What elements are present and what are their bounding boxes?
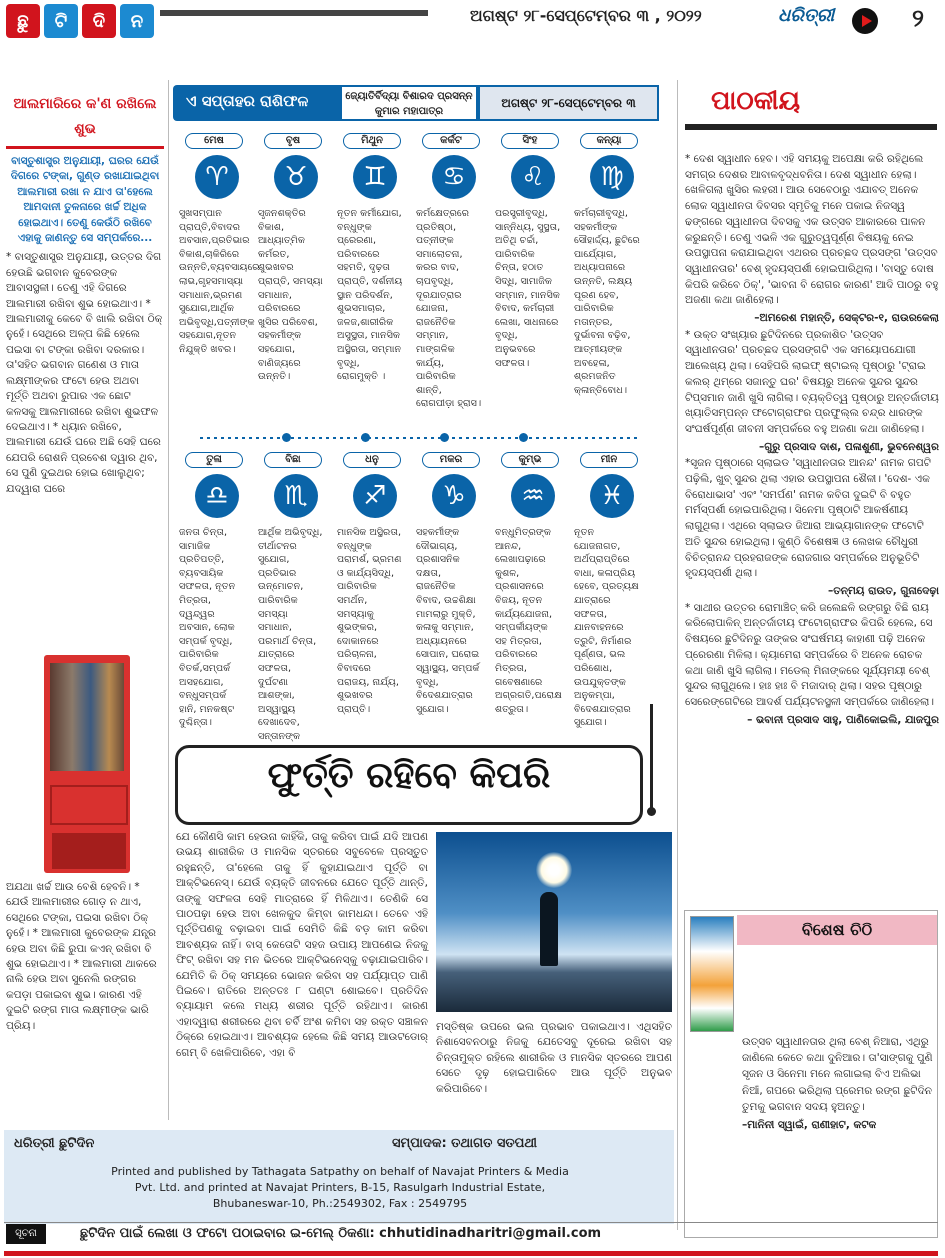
- notice-text: ଛୁଟିଦିନ ପାଇଁ ଲେଖା ଓ ଫଟୋ ପଠାଇବାର ଇ-ମେଲ୍ ଠିକଣା: chhutidinadharitri@gmail.com: [80, 1226, 602, 1241]
- aquarius-icon: ♒: [511, 474, 555, 518]
- play-icon: [852, 8, 878, 34]
- footer-paper-name: ଧରିତ୍ରୀ ଛୁଟିଦିନ: [14, 1136, 95, 1151]
- footer-imprint: Printed and published by Tathagata Satpathy on behalf of Navajat Printers & Media Pvt. Ltd. and printed at Navajat Printers, B-15, Rasulgarh Industrial Estate, Bhubaneswar-10, Ph.:2549302, Fax : 2549795: [111, 1165, 569, 1210]
- sign-name: ତୁଳା: [185, 452, 243, 468]
- pisces-icon: ♓: [590, 474, 634, 518]
- sign-name: ବିଛା: [264, 452, 322, 468]
- brand-logo: ଧରିତ୍ରୀ: [778, 5, 835, 26]
- cancer-icon: ♋: [432, 155, 476, 199]
- sign-tula: [177, 452, 247, 742]
- column-divider: [168, 80, 169, 1120]
- virgo-icon: ♍: [590, 155, 634, 199]
- capricorn-icon: ♑: [432, 474, 476, 518]
- sagittarius-icon: ♐: [353, 474, 397, 518]
- column-divider: [677, 80, 678, 1230]
- leo-icon: ♌: [511, 155, 555, 199]
- paathakiya-title: ପାଠକୀୟ: [711, 86, 801, 116]
- divider-dot: [282, 433, 291, 442]
- letters-column: [685, 152, 939, 902]
- special-letter-poem: ଉତ୍ସବ ସ୍ୱାଧୀନତାର ଥିଲା ବେଶ୍ ନିଆରା, ଏଥିରୁ ଜାଣିଲେ କେତେ କଥା ଦୁନିଆର। ତା'ସାଙ୍ଗକୁ ପୁଣି ସୃଜନ ଓ ସିନେମା ମନେ ଲଗାଇଲା ବିଏ ଅଲିଭା ନିଆଁ, ଗପରେ ଭରିଥିଲା ପ୍ରେମର ରଙ୍ଗ ଛୁଟିଦିନ ତୁମକୁ ଭଗବାନ ସଦୟ ହୁଅନ୍ତୁ।: [742, 1036, 933, 1113]
- letter-sign: –ଗୁରୁ ପ୍ରସାଦ ଦାଶ, ପଳାଶୁଣୀ, ଭୁବନେଶ୍ୱର: [758, 440, 939, 453]
- feature-column-1: ଯେ କୌଣସି କାମ ହେଉନା କାହିଁକି, ତାକୁ କରିବା ପାଇଁ ଯଦି ଆପଣ ଉଭୟ ଶାରୀରିକ ଓ ମାନସିକ ସ୍ତରରେ ସବୁବେଳେ ପ୍ରସ୍ତୁତ ରହୁଛନ୍ତି, ତା'ହେଲେ ତାକୁ ହିଁ କୁହାଯାଇଥାଏ ପୂର୍ତ୍ତି ବା ଆକ୍ଟିଭନେସ୍। ଯେଉଁ ବ୍ୟକ୍ତି ଜୀବନରେ ଯେତେ ପୂର୍ତ୍ତି ଥାନ୍ତି, ତାଙ୍କୁ ସଫଳତା ସେହି ମାତ୍ରାରେ ହିଁ ମିଳିଥାଏ। ତେଣିକି ସେ ପାଠପଢ଼ା ହେଉ ଅବା ଖେଳକୁଦ କିମ୍ବା କାମଧନ୍ଦା। ତେବେ ଏହି ପୂର୍ତ୍ତିପଣକୁ ବଢ଼ାଇବା ପାଇଁ ସେମିତି କିଛି ବଡ଼ କାମ କରିବା ଆବଶ୍ୟକ ନାହିଁ। ବାସ୍ କେତୋଟି ସହଜ ଉପାୟ ଆପଣେଇ ନିଜକୁ ଫିଟ୍ ରଖିବା ସହ ମନ ଭିତରେ ଆକ୍ଟିଭନେସ୍‌କୁ ବଢ଼ାଯାଇପାରିବ। ଯେମିତି କି ଠିକ୍ ସମୟରେ ଭୋଜନ କରିବା ସହ ପର୍ଯ୍ୟାପ୍ତ ପାଣି ପିଇବେ। ରାତିରେ ଅନ୍ତତଃ ୮ ଘଣ୍ଟା ଶୋଇବେ। ପ୍ରତିଦିନ ବ୍ୟାୟାମ କଲେ ମଧ୍ୟ ଶରୀର ପୂର୍ତ୍ତି ରହିଥାଏ। କାରଣ ଏହାଦ୍ୱାରା ଶରୀରରେ ଥିବା ଚର୍ବି ଅଂଶ କମିବା ସହ ରକ୍ତ ସଞ୍ଚାଳନ ଠିକ୍‌ରେ ହୋଇଥାଏ। ଆବଶ୍ୟକ ହେଲେ କିଛି ସମୟ ଆଉଟଡୋର୍ ଗେମ୍ ବି ଖେଳିପାରିବେ, ଏହା ବି: [176, 831, 428, 1059]
- feature-column-2: ମସ୍ତିଷ୍କ ଉପରେ ଭଲ ପ୍ରଭାବ ପକାଇଥାଏ। ଏଥିସହିତ ନିଶାସେବନଠାରୁ ନିଜକୁ ଯେତେସବୁ ଦୂରେଇ ରଖିବା ସହ ଚିନ୍ତାମୁକ୍ତ ରହିଲେ ଶାରୀରିକ ଓ ମାନସିକ ସ୍ତରରେ ଆପଣ ସେତେ ଦୃଢ଼ ହୋଇପାରିବେ ଆଉ ପୂର୍ତ୍ତି ଅନୁଭବ କରିପାରିବେ।: [436, 1021, 672, 1095]
- wardrobe-image: [44, 655, 130, 873]
- sign-text: ବନ୍ଧୁମିତ୍ରଙ୍କ ଆନନ୍ଦ, ଲେଖାପଢ଼ାରେ କୁଶଳ, ପ୍ରଶାସନରେ ବିଜୟ, ନୂତନ କାର୍ଯ୍ୟଯୋଜନା, ସମ୍ପର୍କୀୟଙ୍କ ସହ ମିତ୍ରତା, ପରିବାରରେ ମିତ୍ରତା, ଗବେଷଣାରେ ଅଗ୍ରଗତି,ପରୋକ୍ଷ ଶତ୍ରୁତା।: [495, 527, 562, 715]
- letter-sign: –ତନ୍ମୟ ରାଉତ, ଗୁନାଦେଢ଼ା: [827, 584, 939, 597]
- sign-name: ମେଷ: [185, 133, 243, 149]
- sign-name: ମକର: [422, 452, 480, 468]
- left-heading: ଆଲମାରିରେ କ'ଣ ରଖିଲେ ଶୁଭ: [6, 92, 164, 145]
- aries-icon: ♈: [195, 155, 239, 199]
- masthead-rule: [160, 10, 428, 16]
- sign-text: ସହକର୍ମୀଙ୍କ ଦୌଭାଗ୍ୟ, ପ୍ରଶାସନିକ ଦକ୍ଷତା, ରାଜନୈତିକ ବିବାଦ, ଉଚ୍ଚଶିକ୍ଷା ମାମଲାରୁ ମୁକ୍ତି, କଳାକୁ ସମ୍ମାନ, ଅଧ୍ୟାୟନରେ ସୋପାନ, ଘରୋଇ ସ୍ୱାସ୍ଥ୍ୟ, ସମ୍ପର୍କ ବୃଦ୍ଧି, ବିଦେଶଯାତ୍ରାର ସୁଯୋଗ।: [416, 527, 480, 715]
- sign-kanya: [572, 133, 642, 396]
- divider-dot: [519, 433, 528, 442]
- libra-icon: ♎: [195, 474, 239, 518]
- sign-name: କନ୍ୟା: [580, 133, 638, 149]
- sign-text: ନୂତନ କର୍ମୀଯୋଗ, ବନ୍ଧୁଙ୍କ ପ୍ରେରଣା, ପରିବାରରେ ସହମତି, ଦୃଢ଼ତା ପ୍ରାପ୍ତି, ଦର୍ଶନୀୟ ସ୍ଥାନ ପରିଦର୍ଶନ, ଶୁଭସମାଚାର, ଜଳଜ,ଶାରୀରିକ ଅସୁସ୍ଥତା, ମାନସିକ ଅସ୍ଥିରତା, ସମ୍ମାନ ବୃଦ୍ଧି, ରୋଗମୁକ୍ତି ।: [337, 208, 403, 383]
- scorpio-icon: ♏: [274, 474, 318, 518]
- sign-name: ସିଂହ: [501, 133, 559, 149]
- sign-name: କର୍କଟ: [422, 133, 480, 149]
- sign-bichha: [256, 452, 326, 742]
- letter-text: *ସୃଜନ ପୃଷ୍ଠାରେ ସ୍ଲାଇଡ 'ସ୍ୱାଧୀନତାର ଆନନ୍ଦ' ନାମକ ଗପଟି ପଢ଼ିଲି, ଖୁବ୍ ସୁନ୍ଦର ଥିଲା ଏହାର ଉପସ୍ଥାପନା ଶୈଳୀ। 'ଦେଶ- ଏକ ବିରୋଧାଭାସ' ଏବଂ 'ସମର୍ପଣ' ନାମକ କବିତା ଦୁଇଟି ବି ବହୁତ ମର୍ମସ୍ପର୍ଶୀ ହୋଇପାରିଥିଲା। ସିନେମା ପୃଷ୍ଠାଟି ଆକର୍ଷଣୀୟ ଲାଗୁଥିଲା। ଏଥିରେ ସ୍ଲାଇଡ ଜିଆରା ଆଭ୍ୟାଗାନଙ୍କ ଫଟୋଟି ଅତି ସୁନ୍ଦର ହୋଇଥିଲା। କୁଣ୍ଠି ବିଶେଷଜ୍ଞ ଓ ଲେଖକ ଚୌଧୁରୀ ବିଚିତ୍ରାନନ୍ଦ ପ୍ରହରାଜଙ୍କ ରୋଜଗାର ସମ୍ପର୍କରେ ଅନୁଭୂତିଟି ହୃଦୟସ୍ପର୍ଶୀ ଥିଲା।: [685, 457, 931, 580]
- title-char: ଛୁ: [6, 4, 40, 38]
- rashifala-title: ଏ ସପ୍ତାହର ରାଶିଫଳ: [186, 92, 309, 110]
- sign-dhanu: [335, 452, 405, 742]
- sign-kumbha: [493, 452, 563, 742]
- sign-text: ମାନସିକ ଅସ୍ଥିରତା, ବନ୍ଧୁଙ୍କ ପରାମର୍ଶ, ଭ୍ରମଣ ଓ କାର୍ଯ୍ୟସିଦ୍ଧି, ପାରିବାରିକ ସମର୍ଥନ, ସମସ୍ୟାକୁ ଶୁଭଙ୍କର, ଦୋକାନରେ ପରିଚାଳନା, ବିବାଦରେ ପରାଜୟ, ନାର୍ଯ୍ୟ, ଶୁଭଖବର ପ୍ରାପ୍ତି।: [337, 527, 402, 715]
- special-letter-text: [742, 1034, 934, 1133]
- letter-sign: –ଅମରେଶ ମହାନ୍ତି, ସେକ୍ଟର-୧, ରାଉରକେଲା: [754, 312, 939, 325]
- left-intro: ବାସ୍ତୁଶାସ୍ତ୍ର ଅନୁଯାୟୀ, ଘରର ଯେଉଁ ଦିଗରେ ଟଙ୍କା, ଗୁଣ୍ଡ ରଖାଯାଇଥିବା ଆଲମାରୀ ରଖା ନ ଯାଏ ତା'ହେଲେ ଆମଦାନୀ ତୁଳନାରେ ଖର୍ଚ୍ଚ ଅଧିକ ହୋଇଥାଏ। ତେଣୁ କେଉଁଠି ରଖିବେ ଏହାକୁ ଜାଣନ୍ତୁ ସେ ସମ୍ପର୍କରେ...: [10, 155, 160, 245]
- paathakiya-rule: [685, 124, 937, 130]
- feature-title: ଫୁର୍ତ୍ତି ରହିବେ କିପରି: [267, 755, 551, 796]
- sign-text: ନୂତନ ଯୋଜନାଗତ, ଅର୍ଥପ୍ରାପ୍ତିରେ ବାଧା, କଳାପ୍ରିୟ ହେବେ, ପ୍ରତ୍ୟକ୍ଷ ଯାତ୍ରାରେ ସଫଳତା, ଯାନବାହନରେ ତ୍ରୁଟି, ନିର୍ମାଣର ପୂର୍ଣ୍ଣତା, ଭଲ ପରିଶୋଧ, ଉପଯୁକ୍ତଙ୍କ ଅନୁକମ୍ପା, ବିଦେଶଯାତ୍ରାର ସୁଯୋଗ।: [574, 527, 639, 729]
- masthead-title: [6, 4, 154, 38]
- sign-divider: [200, 437, 640, 439]
- sign-text: ଜନତା ଚିନ୍ତା, ସାମାଜିକ ପ୍ରତିପତ୍ତି, ବ୍ୟବସାୟିକ ସଫଳତା, ନୂତନ ମିତ୍ରତା, ଦ୍ୱନ୍ଦ୍ୱର ଅବସାନ, ଲୋକ ସମ୍ପର୍କ ବୃଦ୍ଧି, ପାରିବାରିକ ବିତର୍କ,ସମ୍ପର୍କ ଅସହଯୋଗ, ବନ୍ଧୁସମ୍ପର୍କ ହାନି, ମନକଷ୍ଟ ଦୁଶ୍ଚିନ୍ତା।: [179, 527, 236, 729]
- sign-mesha: [177, 133, 260, 389]
- sign-brusha: [256, 133, 326, 389]
- sign-simha: [493, 133, 563, 389]
- left-article: [6, 154, 164, 654]
- sign-text: ସୁଖସମ୍ପାନ ପ୍ରାପ୍ତି,ବିବାଦର ଅବସାନ,ପ୍ରତିଭାର ବିକାଶ,ଚାକିରିରେ ଉନ୍ନତି,ବ୍ୟବସାୟରେ ଲାଭ,ଗୃହସମାସ୍ୟା ସମାଧାନ,ଭ୍ରମଣ ସୁଯୋଗ,ଆର୍ଥିକ ଅଭିବୃଦ୍ଧି,ପତ୍ନୀଙ୍କ ସହଯୋଗ,ନୂତନ ନିଯୁକ୍ତି ଖବର।: [179, 208, 260, 355]
- rashifala-date: ଅଗଷ୍ଟ ୨୮-ସେପ୍ଟେମ୍ବର ୩: [478, 85, 659, 121]
- sign-name: ମୀନ: [580, 452, 638, 468]
- letter-text: * ଦେଶ ସ୍ୱାଧୀନ ହେବ। ଏହି ସମୟକୁ ଅପେକ୍ଷା କରି ରହିଥିଲେ ସମଗ୍ର ଦେଶର ଆବାଳବୃଦ୍ଧବନିତା। ଦେଶ ସ୍ୱାଧୀନ ହେଲା। ଖେଳିଗଲା ଖୁସିର ଲହରୀ। ଆଉ ସେବେଠାରୁ ଏଯାବତ୍ ଅନେକ ଲୋକ ସ୍ୱାଧୀନତା ଦିବସର ସ୍ମୃତିକୁ ମନେ ପକାଇ ନିଜସ୍ୱ ଢଙ୍ଗରେ ସ୍ୱାଧୀନତା ଦିବସକୁ ଏକ ଉତ୍ସବ ଆକାରରେ ପାଳନ କରୁଛନ୍ତି। ତେଣୁ ଏଭଳି ଏକ ଗୁରୁତ୍ୱପୂର୍ଣ୍ଣ ବିଷୟକୁ ନେଇ ଉପସ୍ଥାପନା କରାଯାଇଥିବା ଏଥରର ପ୍ରଚ୍ଛଦ ପ୍ରସଙ୍ଗ 'ଉତ୍ସବ ସ୍ୱାଧୀନତାର' ବେଶ୍ ହୃଦୟସ୍ପର୍ଶୀ ହୋଇପାରିଥିଲା। 'ବାସ୍ତୁ ଦୋଷ କିପରି କରିବେ ଠିକ୍', 'ଭାବନା ବି ରୋଗର କାରଣ' ଆଦି ପାଠରୁ ବହୁ ଅଜଣା କଥା ଜାଣିହେଲା।: [685, 153, 939, 307]
- letter-text: * ଉକ୍ତ ସଂଖ୍ୟାର ଛୁଟିଦିନରେ ପ୍ରକାଶିତ 'ଉତ୍ସବ ସ୍ୱାଧୀନତାର' ପ୍ରଚ୍ଛଦ ପ୍ରସଙ୍ଗଟି ଏକ ସମୟୋପଯୋଗୀ ଆଲେଖ୍ୟ ଥିଲା। ସେହିପରି ଲାଇଫ୍ ଷ୍ଟାଇଲ୍ ପୃଷ୍ଠାରୁ 'ଟ୍ରାଇ କଲର୍ ଥିମ୍‌ରେ ସଜାନ୍ତୁ ଘର' ବିଷୟରୁ ଅନେକ ସୁନ୍ଦର ସୁନ୍ଦର ଟିପ୍ସମାନ ଜାଣି ଖୁସି ଲାଗିଲା। ବ୍ୟକ୍ତିତ୍ୱ ପୃଷ୍ଠାରୁ ଅନ୍ତର୍ଜାତୀୟ ଖ୍ୟାତିସମ୍ପନ୍ନ ଫଟୋଗ୍ରାଫର ପ୍ରଫୁଲ୍ଲ ଚନ୍ଦ୍ର ଧାରଙ୍କ ସଂଘର୍ଷପୂର୍ଣ୍ଣ ଜୀବନୀ ସମ୍ପର୍କରେ ବହୁ ଅଜଣା କଥା ଜାଣିହେଲା।: [685, 328, 939, 435]
- sign-text: ଆର୍ଥିକ ଅଭିବୃଦ୍ଧି, ତୀର୍ଥାଟନର ସୁଯୋଗ, ପ୍ରତିଭାର ଉନ୍ମୋଚନ, ପାରିବାରିକ ସମସ୍ୟା ସମାଧାନ, ପରମାର୍ଥ ଚିନ୍ତା, ଯାତ୍ରାରେ ସଫଳତା, ଦୁର୍ଘଟଣା ଆଶଙ୍କା, ଅସ୍ୱାସ୍ଥ୍ୟ ଦେଖାଦେବ, ସନ୍ତାନଙ୍କ: [258, 527, 323, 742]
- special-letter-title: ବିଶେଷ ଚିଠି: [737, 915, 937, 945]
- title-char: ଟି: [44, 4, 78, 38]
- gemini-icon: ♊: [353, 155, 397, 199]
- divider-dot: [440, 433, 449, 442]
- hanger-line: [650, 704, 653, 814]
- footer-editor: ସମ୍ପାଦକ: ତଥାଗତ ସତପଥୀ: [392, 1136, 537, 1151]
- sign-makara: [414, 452, 484, 742]
- letter-sign: – ଭବାନୀ ପ୍ରସାଦ ସାହୁ, ପାଣିକୋଇଲି, ଯାଜପୁର: [747, 713, 939, 726]
- sign-name: ଧନୁ: [343, 452, 401, 468]
- sign-text: କର୍ମକ୍ଷେତ୍ରରେ ପ୍ରତିଷ୍ଠା, ପତ୍ନୀଙ୍କ ସମାଲୋଚନା, କରର ବାଦ, ଚାପବୃଦ୍ଧି, ଦୂରଯାତ୍ରାର ଯୋଜନା, ରାଜନୈତିକ ସମ୍ମାନ, ମାଙ୍ଗଳିକ କାର୍ଯ୍ୟ, ପାରିବାରିକ ଶାନ୍ତି, ରୋଗପୀଡ଼ା ହ୍ରାସ।: [416, 208, 482, 410]
- notice-label: ସୂଚନା: [6, 1224, 46, 1244]
- special-letter-sign: –ମାନିନୀ ସ୍ୱାଇଁ, ରାଣୀହାଟ, କଟକ: [742, 1119, 877, 1132]
- left-bottom-text: ଅଯଥା ଖର୍ଚ୍ଚ ଆଉ ବେଶି ହେବନି। * ଯେଉଁ ଆଲମାରୀର ଗୋଡ଼ ନ ଥାଏ, ସେଥିରେ ଟଙ୍କା, ପଇସା ରଖିବା ଠିକ୍ ନୁହେଁ। * ଆଲମାରୀ କୁବେରଙ୍କ ଯନ୍ତ୍ର ହେଉ ଅବା କିଛି ରୁପା କଏନ୍ ରଖିବା ବି ଶୁଭ ହୋଇଥାଏ। * ଆଲମାରୀ ଥାକରେ ନାଲି ହେଉ ଅବା ସୁନେଲି ରଙ୍ଗର କପଡ଼ା ପକାଇବା ଶୁଭ। କାରଣ ଏହି ଦୁଇଟି ରଙ୍ଗ ମାତା ଲକ୍ଷ୍ମୀଙ୍କ ଭାରି ପ୍ରିୟ।: [6, 881, 157, 1032]
- left-body: * ବାସ୍ତୁଶାସ୍ତ୍ର ଅନୁଯାୟୀ, ଉତ୍ତର ଦିଗ ହେଉଛି ଭଗବାନ କୁବେରଙ୍କ ଆବାସସ୍ଥଳୀ। ତେଣୁ ଏହି ଦିଗରେ ଆଲମାରୀ ରଖିବା ଶୁଭ ହୋଇଥାଏ। * ଆଲମାରୀକୁ କେବେ ବି ଖାଲି ରଖିବା ଠିକ୍ ନୁହେଁ। ସେଥିରେ ଅଳ୍ପ କିଛି ହେଲେ ପଇସା ବା ଟଙ୍କା ରଖିବା ଦରକାର। ତା'ସହିତ ଭଗବାନ ଗଣେଶ ଓ ମାତା ଲକ୍ଷ୍ମୀଙ୍କର ଫଟୋ ହେଉ ଅଥବା ମୂର୍ତ୍ତି ଅଥବା ରୁପାର ଏକ ଛୋଟ କଳସକୁ ଆଲମାରୀରେ ରଖିବା ଶୁଭଫଳ ଦେଇଥାଏ। * ଧ୍ୟାନ ରଖିବେ, ଆଲମାରୀ ଯେଉଁ ଘରେ ଅଛି ସେହି ଘରେ ଯେପରି ରୋଶନି ପ୍ରବେଶ ଦ୍ୱାର ଥିବ, ସେ ପୁଣି ଦୁଇଥର ହୋଇ ଖୋଲୁଥିବ; ଯଦ୍ୱାରା ଘରେ: [6, 251, 163, 495]
- divider-dot: [361, 433, 370, 442]
- issue-date: ଅଗଷ୍ଟ ୨୮-ସେପ୍ଟେମ୍ବର ୩ , ୨୦୨୨: [470, 6, 702, 25]
- sign-name: ବୃଷ: [264, 133, 322, 149]
- bottom-red-rule: [4, 1251, 938, 1256]
- sign-mithuna: [335, 133, 405, 389]
- title-char: ଦି: [82, 4, 116, 38]
- page-number: ୨: [912, 4, 924, 32]
- sign-text: ପରସ୍ତ୍ରୀବୃଦ୍ଧି, ସାନ୍ନିଧ୍ୟ, ସୁସ୍ଥତା, ଅତିଥି ଚର୍ଚ୍ଚା, ପାରିବାରିକ ଚିନ୍ତା, ହଠାତ ସିଦ୍ଧି, ସାମାଜିକ ସମ୍ମାନ, ମାନସିକ ବିବାଦ, କର୍ମଚାରୀ ଲେଖା, ସାଧନାରେ ବୃଦ୍ଧି, ଅନୁଭବରେ ସଫଳତା।: [495, 208, 561, 369]
- sign-text: ସୃଜନଶକ୍ତିର ବିକାଶ, ଆଧ୍ୟାତ୍ମିକ କର୍ମରତ, ଶୁଭଖବର ପ୍ରାପ୍ତି, ସମସ୍ୟା ସମାଧାନ, ପରିବାରରେ ଖୁସିର ପରିବେଶ, ସହକର୍ମୀଙ୍କ ସହଯୋଗ, ବାଣିଜ୍ୟରେ ଉନ୍ନତି।: [258, 208, 323, 383]
- sign-karkata: [414, 133, 484, 410]
- letter-text: * ସାଥୀର ଉତ୍ତର ରୋମାଞ୍ଚିତ୍ କରି ଜଲେଛଳି ରଙ୍ଗରୁ ବିଛି ରାୟ କରିଲୋପାଳିନ୍ ଅନ୍ତର୍ଜାତୀୟ ଫଟୋଗ୍ରାଫର କିପରି ହେଲେ, ସେ ବିଷୟରେ ଛୁଟିଦିନରୁ ତାଙ୍କର ସଂଘର୍ଷମୟ କାହାଣୀ ପଢ଼ି ଅନେକ ପ୍ରେରଣା ମିଳିଲା। କ୍ୟାମେରା ସମ୍ପର୍କରେ ବି ଅନେକ ରୋଚକ କଥା ଜାଣି ଖୁସି ଲାଗିଲା। ମଡେଲ୍ ମିନାଙ୍କରେ ସୂର୍ଯ୍ୟମୟୀ ବେଶ୍ ସୁନ୍ଦର ଲାଗୁଥିଲେ। ହାଃ ହାଃ ବି ମଜାଦାର୍ ଥିଲା। ସହର ପୃଷ୍ଠାରୁ ସେରେଙ୍ଗେଟିରେ ଆଦର୍ଶ ପର୍ଯ୍ୟଟନସ୍ଥଳୀ ସମ୍ପର୍କରେ ଜାଣିହେଲା।: [685, 601, 935, 708]
- title-char: ନ: [120, 4, 154, 38]
- sign-name: କୁମ୍ଭ: [501, 452, 559, 468]
- taurus-icon: ♉: [274, 155, 318, 199]
- sign-text: କର୍ମଚାରୀବୃଦ୍ଧି, ସହକର୍ମୀଙ୍କ ସୌହାର୍ଦ୍ଦ୍ୟ, ଛୁଟିରେ ପାର୍ଯ୍ୟୋଗ, ଅଧ୍ୟାପନାରେ ଉନ୍ନତି, ଲକ୍ଷ୍ୟ ପୂରଣ ହେବ, ପାରିବାରିକ ମତାନ୍ତର, ଦୁର୍ଭାବନା ବଢ଼ିବ, ଆତ୍ମୀୟଙ୍କ ଅବହେଳା, ଶ୍ରମଜନିତ କ୍ଳାନ୍ତିବୋଧ।: [574, 208, 640, 396]
- sign-mina: [572, 452, 642, 742]
- feature-photo: [436, 832, 672, 1012]
- rashifala-author: ଜ୍ୟୋତିର୍ବିଦ୍ୟା ବିଶାରଦ ପ୍ରସନ୍ନ କୁମାର ମହାପାତ୍ର: [340, 85, 478, 121]
- sign-name: ମିଥୁନ: [343, 133, 401, 149]
- magazine-cover-image: [690, 916, 734, 1032]
